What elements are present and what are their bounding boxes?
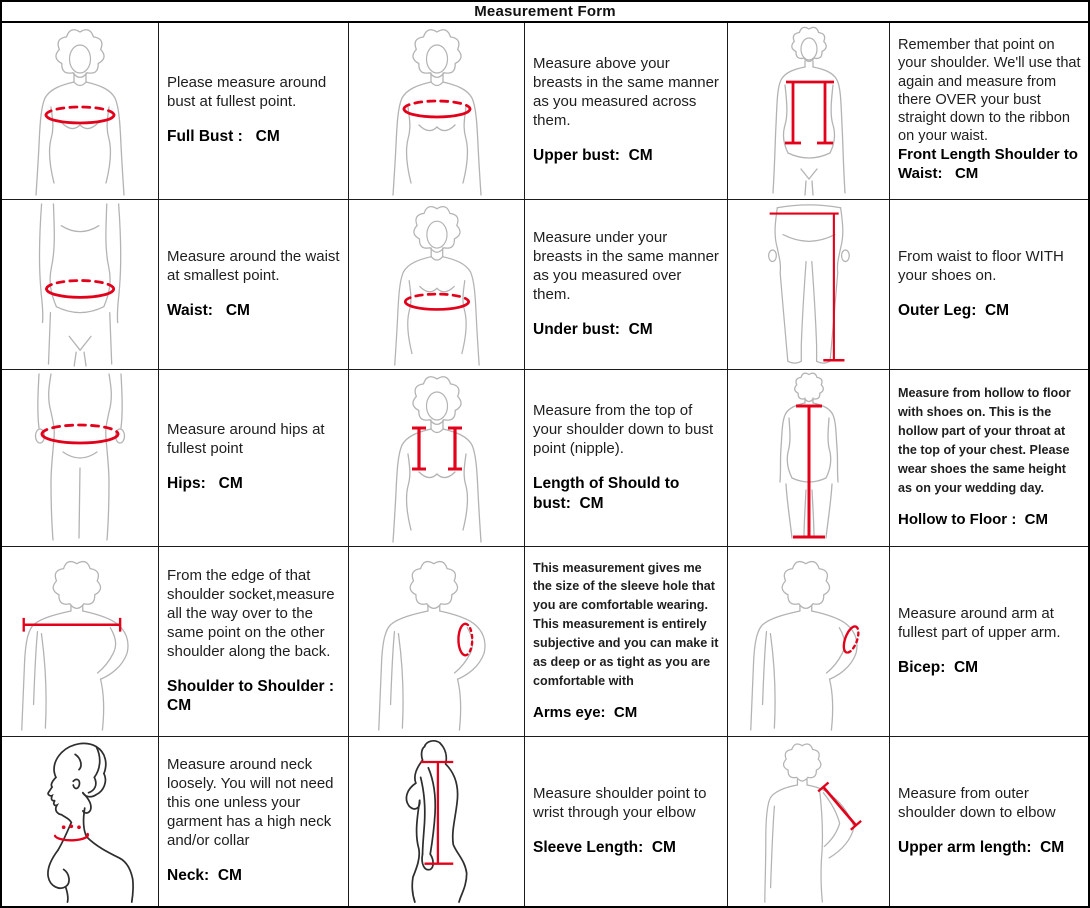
upper-bust-text-cell: [525, 23, 728, 200]
hips-label: Hips: CM: [167, 475, 243, 493]
page-title: Measurement Form: [2, 2, 1088, 23]
arms-eye-description: This measurement gives me the size of the sleeve hole that you are comfortable wearing. This measurement is entirely subjective and you can make it as deep or as tight as you are comfortable with: [533, 560, 719, 688]
upper-bust-label: Upper bust: CM: [533, 147, 653, 165]
bicep-text-cell: [890, 547, 1088, 737]
hollow-to-floor-label: Hollow to Floor : CM: [898, 510, 1048, 528]
hips-description: Measure around hips at fullest point: [167, 421, 325, 458]
neck-text-cell: [159, 737, 349, 906]
neck-figure: [2, 737, 159, 906]
front-length-text-cell: [890, 23, 1088, 200]
waist-figure: [2, 200, 159, 370]
shoulder-to-shoulder-description: From the edge of that shoulder socket,measure all the way over to the same point on the other shoulder along the back.: [167, 566, 335, 660]
arms-eye-text-cell: [525, 547, 728, 737]
sleeve-length-text-cell: [525, 737, 728, 906]
upper-arm-length-description: Measure from outer shoulder down to elbow: [898, 784, 1056, 821]
hips-figure: [2, 370, 159, 547]
shoulder-to-shoulder-text-cell: [159, 547, 349, 737]
waist-text-cell: [159, 200, 349, 370]
full-bust-description: Please measure around bust at fullest point.: [167, 74, 327, 111]
shoulder-to-shoulder-label: Shoulder to Shoulder : CM: [167, 677, 339, 715]
under-bust-label: Under bust: CM: [533, 320, 653, 338]
upper-arm-length-text-cell: [890, 737, 1088, 906]
shoulder-to-bust-label: Length of Should to bust: CM: [533, 475, 684, 512]
neck-description: Measure around neck loosely. You will not need this one unless your garment has a high neck and/or collar: [167, 756, 334, 850]
outer-leg-figure: [728, 200, 890, 370]
waist-description: Measure around the waist at smallest point.: [167, 247, 340, 284]
sleeve-length-description: Measure shoulder point to wrist through your elbow: [533, 784, 707, 821]
shoulder-to-bust-description: Measure from the top of your shoulder down to bust point (nipple).: [533, 402, 714, 458]
hollow-to-floor-figure: [728, 370, 890, 547]
shoulder-to-shoulder-figure: [2, 547, 159, 737]
neck-label: Neck: CM: [167, 867, 242, 885]
outer-leg-text-cell: [890, 200, 1088, 370]
full-bust-figure: [2, 23, 159, 200]
upper-bust-figure: [349, 23, 525, 200]
outer-leg-description: From waist to floor WITH your shoes on.: [898, 247, 1064, 284]
front-length-label: Front Length Shoulder to Waist: CM: [898, 146, 1083, 183]
under-bust-description: Measure under your breasts in the same manner as you measured over them.: [533, 228, 719, 303]
front-length-description: Remember that point on your shoulder. We'll use that again and measure from there OVER your bust straight down to the ribbon on your waist.: [898, 37, 1081, 145]
arms-eye-label: Arms eye: CM: [533, 703, 638, 721]
upper-arm-length-label: Upper arm length: CM: [898, 838, 1065, 856]
waist-label: Waist: CM: [167, 301, 250, 319]
hips-text-cell: [159, 370, 349, 547]
arms-eye-figure: [349, 547, 525, 737]
shoulder-to-bust-text-cell: [525, 370, 728, 547]
bicep-figure: [728, 547, 890, 737]
shoulder-to-bust-figure: [349, 370, 525, 547]
sleeve-length-figure: [349, 737, 525, 906]
full-bust-text-cell: [159, 23, 349, 200]
bicep-description: Measure around arm at fullest part of upper arm.: [898, 604, 1061, 641]
under-bust-text-cell: [525, 200, 728, 370]
hollow-to-floor-description: Measure from hollow to floor with shoes on. This is the hollow part of your throat at the top of your chest. Please wear shoes the same height as on your wedding day.: [898, 386, 1071, 495]
hollow-to-floor-text-cell: [890, 370, 1088, 547]
bicep-label: Bicep: CM: [898, 658, 979, 676]
upper-bust-description: Measure above your breasts in the same manner as you measured across them.: [533, 55, 719, 130]
front-length-figure: [728, 23, 890, 200]
sleeve-length-label: Sleeve Length: CM: [533, 838, 676, 856]
upper-arm-length-figure: [728, 737, 890, 906]
full-bust-label: Full Bust : CM: [167, 128, 280, 146]
under-bust-figure: [349, 200, 525, 370]
outer-leg-label: Outer Leg: CM: [898, 301, 1010, 319]
